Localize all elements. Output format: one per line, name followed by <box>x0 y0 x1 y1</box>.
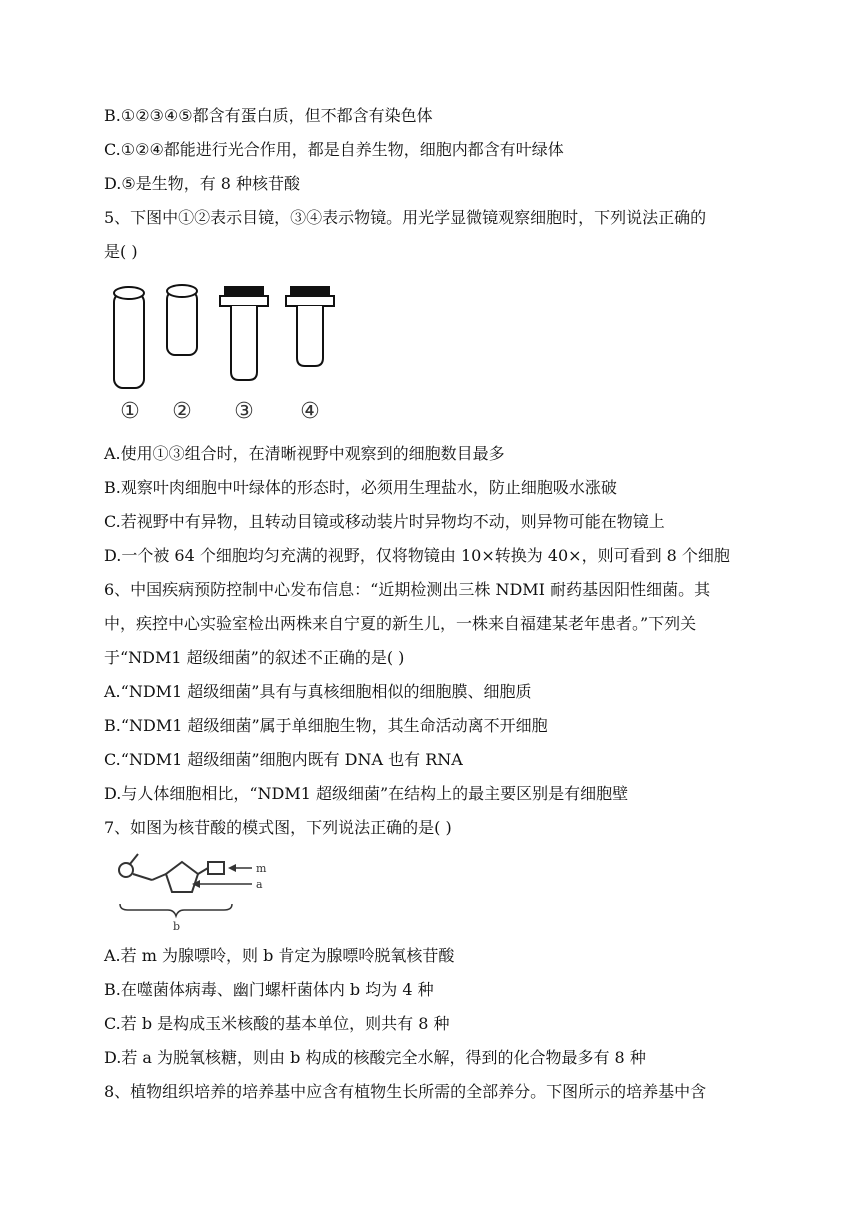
eyepiece-1 <box>114 287 144 388</box>
q5-option-d: D.一个被 64 个细胞均匀充满的视野，仅将物镜由 10×转换为 40×，则可看到 8 个细胞 <box>104 546 730 565</box>
q7-stem: 7、如图为核苷酸的模式图，下列说法正确的是( ) <box>104 818 452 837</box>
q8-stem-line1: 8、植物组织培养的培养基中应含有植物生长所需的全部养分。下图所示的培养基中含 <box>104 1082 707 1101</box>
q7-option-d: D.若 a 为脱氧核糖，则由 b 构成的核酸完全水解，得到的化合物最多有 8 种 <box>104 1048 646 1067</box>
objective-4 <box>286 286 334 366</box>
q7-option-a: A.若 m 为腺嘌呤，则 b 肯定为腺嘌呤脱氧核苷酸 <box>104 946 455 965</box>
q5-option-b: B.观察叶肉细胞中叶绿体的形态时，必须用生理盐水，防止细胞吸水涨破 <box>104 478 617 497</box>
lens-label-3: ③ <box>234 399 254 424</box>
label-m: m <box>256 862 267 875</box>
q5-stem-line2: 是( ) <box>104 242 138 261</box>
q6-option-a: A.“NDM1 超级细菌”具有与真核细胞相似的细胞膜、细胞质 <box>104 682 532 701</box>
microscope-lens-figure <box>100 280 340 428</box>
q4-option-d: D.⑤是生物，有 8 种核苷酸 <box>104 174 301 193</box>
q6-stem-line1: 6、中国疾病预防控制中心发布信息：“近期检测出三株 NDMI 耐药基因阳性细菌。其 <box>104 580 711 599</box>
eyepiece-2 <box>167 285 197 355</box>
lens-label-4: ④ <box>300 399 320 424</box>
q6-option-d: D.与人体细胞相比，“NDM1 超级细菌”在结构上的最主要区别是有细胞壁 <box>104 784 629 803</box>
nucleotide-diagram <box>112 846 282 934</box>
lens-label-1: ① <box>120 399 140 424</box>
q5-option-c: C.若视野中有异物，且转动目镜或移动装片时异物均不动，则异物可能在物镜上 <box>104 512 665 531</box>
q6-stem-line2: 中，疾控中心实验室检出两株来自宁夏的新生儿，一株来自福建某老年患者。”下列关 <box>104 614 697 633</box>
q7-option-b: B.在噬菌体病毒、幽门螺杆菌体内 b 均为 4 种 <box>104 980 434 999</box>
label-a: a <box>256 878 263 891</box>
q5-option-a: A.使用①③组合时，在清晰视野中观察到的细胞数目最多 <box>104 444 505 463</box>
label-b: b <box>173 920 181 933</box>
q6-option-c: C.“NDM1 超级细菌”细胞内既有 DNA 也有 RNA <box>104 750 463 769</box>
objective-3 <box>220 286 268 380</box>
q6-stem-line3: 于“NDM1 超级细菌”的叙述不正确的是( ) <box>104 648 405 667</box>
q4-option-b: B.①②③④⑤都含有蛋白质，但不都含有染色体 <box>104 106 433 125</box>
lens-label-2: ② <box>172 399 192 424</box>
q6-option-b: B.“NDM1 超级细菌”属于单细胞生物，其生命活动离不开细胞 <box>104 716 548 735</box>
q4-option-c: C.①②④都能进行光合作用，都是自养生物，细胞内都含有叶绿体 <box>104 140 564 159</box>
q5-stem-line1: 5、下图中①②表示目镜，③④表示物镜。用光学显微镜观察细胞时，下列说法正确的 <box>104 208 707 227</box>
q7-option-c: C.若 b 是构成玉米核酸的基本单位，则共有 8 种 <box>104 1014 450 1033</box>
